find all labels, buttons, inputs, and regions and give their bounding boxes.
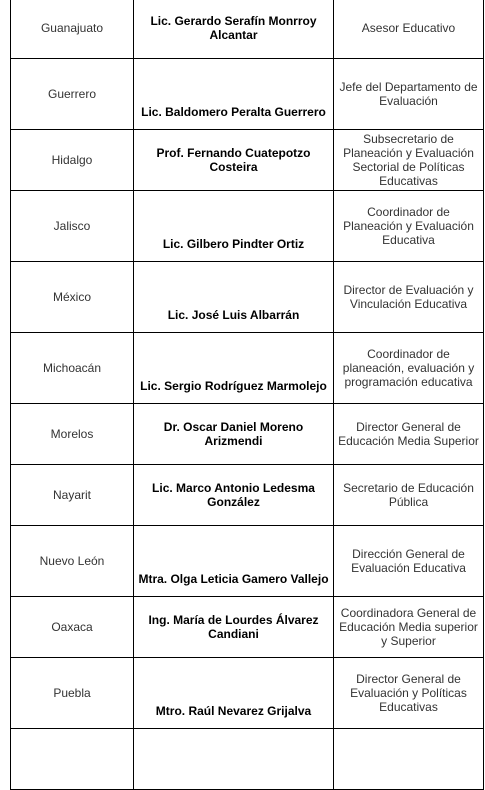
state-cell: Guerrero [11,59,134,130]
official-name-cell: Dr. Oscar Daniel Moreno Arizmendi [134,404,334,465]
official-name-cell: Lic. Baldomero Peralta Guerrero [134,59,334,130]
state-cell: Jalisco [11,191,134,262]
position-cell: Secretario de Educación Pública [334,465,484,526]
table-row [11,0,484,59]
official-name-cell: Lic. Marco Antonio Ledesma González [134,465,334,526]
state-cell: Hidalgo [11,130,134,191]
table-row [11,465,484,526]
position-cell: Jefe del Departamento de Evaluación [334,59,484,130]
state-cell: Guanajuato [11,0,134,59]
official-name-cell: Lic. Sergio Rodríguez Marmolejo [134,333,334,404]
position-cell: Asesor Educativo [334,0,484,59]
position-cell: Director de Evaluación y Vinculación Educativa [334,262,484,333]
state-cell [11,729,134,790]
state-cell: Michoacán [11,333,134,404]
table-row [11,658,484,729]
official-name-cell: Ing. María de Lourdes Álvarez Candiani [134,597,334,658]
state-cell: Puebla [11,658,134,729]
table-row [11,526,484,597]
state-cell: Morelos [11,404,134,465]
table-row [11,59,484,130]
official-name-cell: Lic. Gilbero Pindter Ortiz [134,191,334,262]
official-name-cell: Lic. Gerardo Serafín Monrroy Alcantar [134,0,334,59]
table-row [11,597,484,658]
state-cell: México [11,262,134,333]
table-row [11,262,484,333]
table-row [11,333,484,404]
state-cell: Nayarit [11,465,134,526]
position-cell [334,729,484,790]
table-row [11,729,484,790]
position-cell: Director General de Evaluación y Políticas Educativas [334,658,484,729]
official-name-cell: Lic. José Luis Albarrán [134,262,334,333]
position-cell: Subsecretario de Planeación y Evaluación Sectorial de Políticas Educativas [334,130,484,191]
position-cell: Coordinador de Planeación y Evaluación Educativa [334,191,484,262]
official-name-cell: Mtro. Raúl Nevarez Grijalva [134,658,334,729]
state-cell: Oaxaca [11,597,134,658]
table-row [11,130,484,191]
official-name-cell: Prof. Fernando Cuatepotzo Costeira [134,130,334,191]
position-cell: Director General de Educación Media Superior [334,404,484,465]
state-cell: Nuevo León [11,526,134,597]
table-row [11,191,484,262]
officials-table [10,0,484,790]
official-name-cell: Mtra. Olga Leticia Gamero Vallejo [134,526,334,597]
table-row [11,404,484,465]
official-name-cell [134,729,334,790]
position-cell: Dirección General de Evaluación Educativa [334,526,484,597]
position-cell: Coordinador de planeación, evaluación y programación educativa [334,333,484,404]
position-cell: Coordinadora General de Educación Media superior y Superior [334,597,484,658]
